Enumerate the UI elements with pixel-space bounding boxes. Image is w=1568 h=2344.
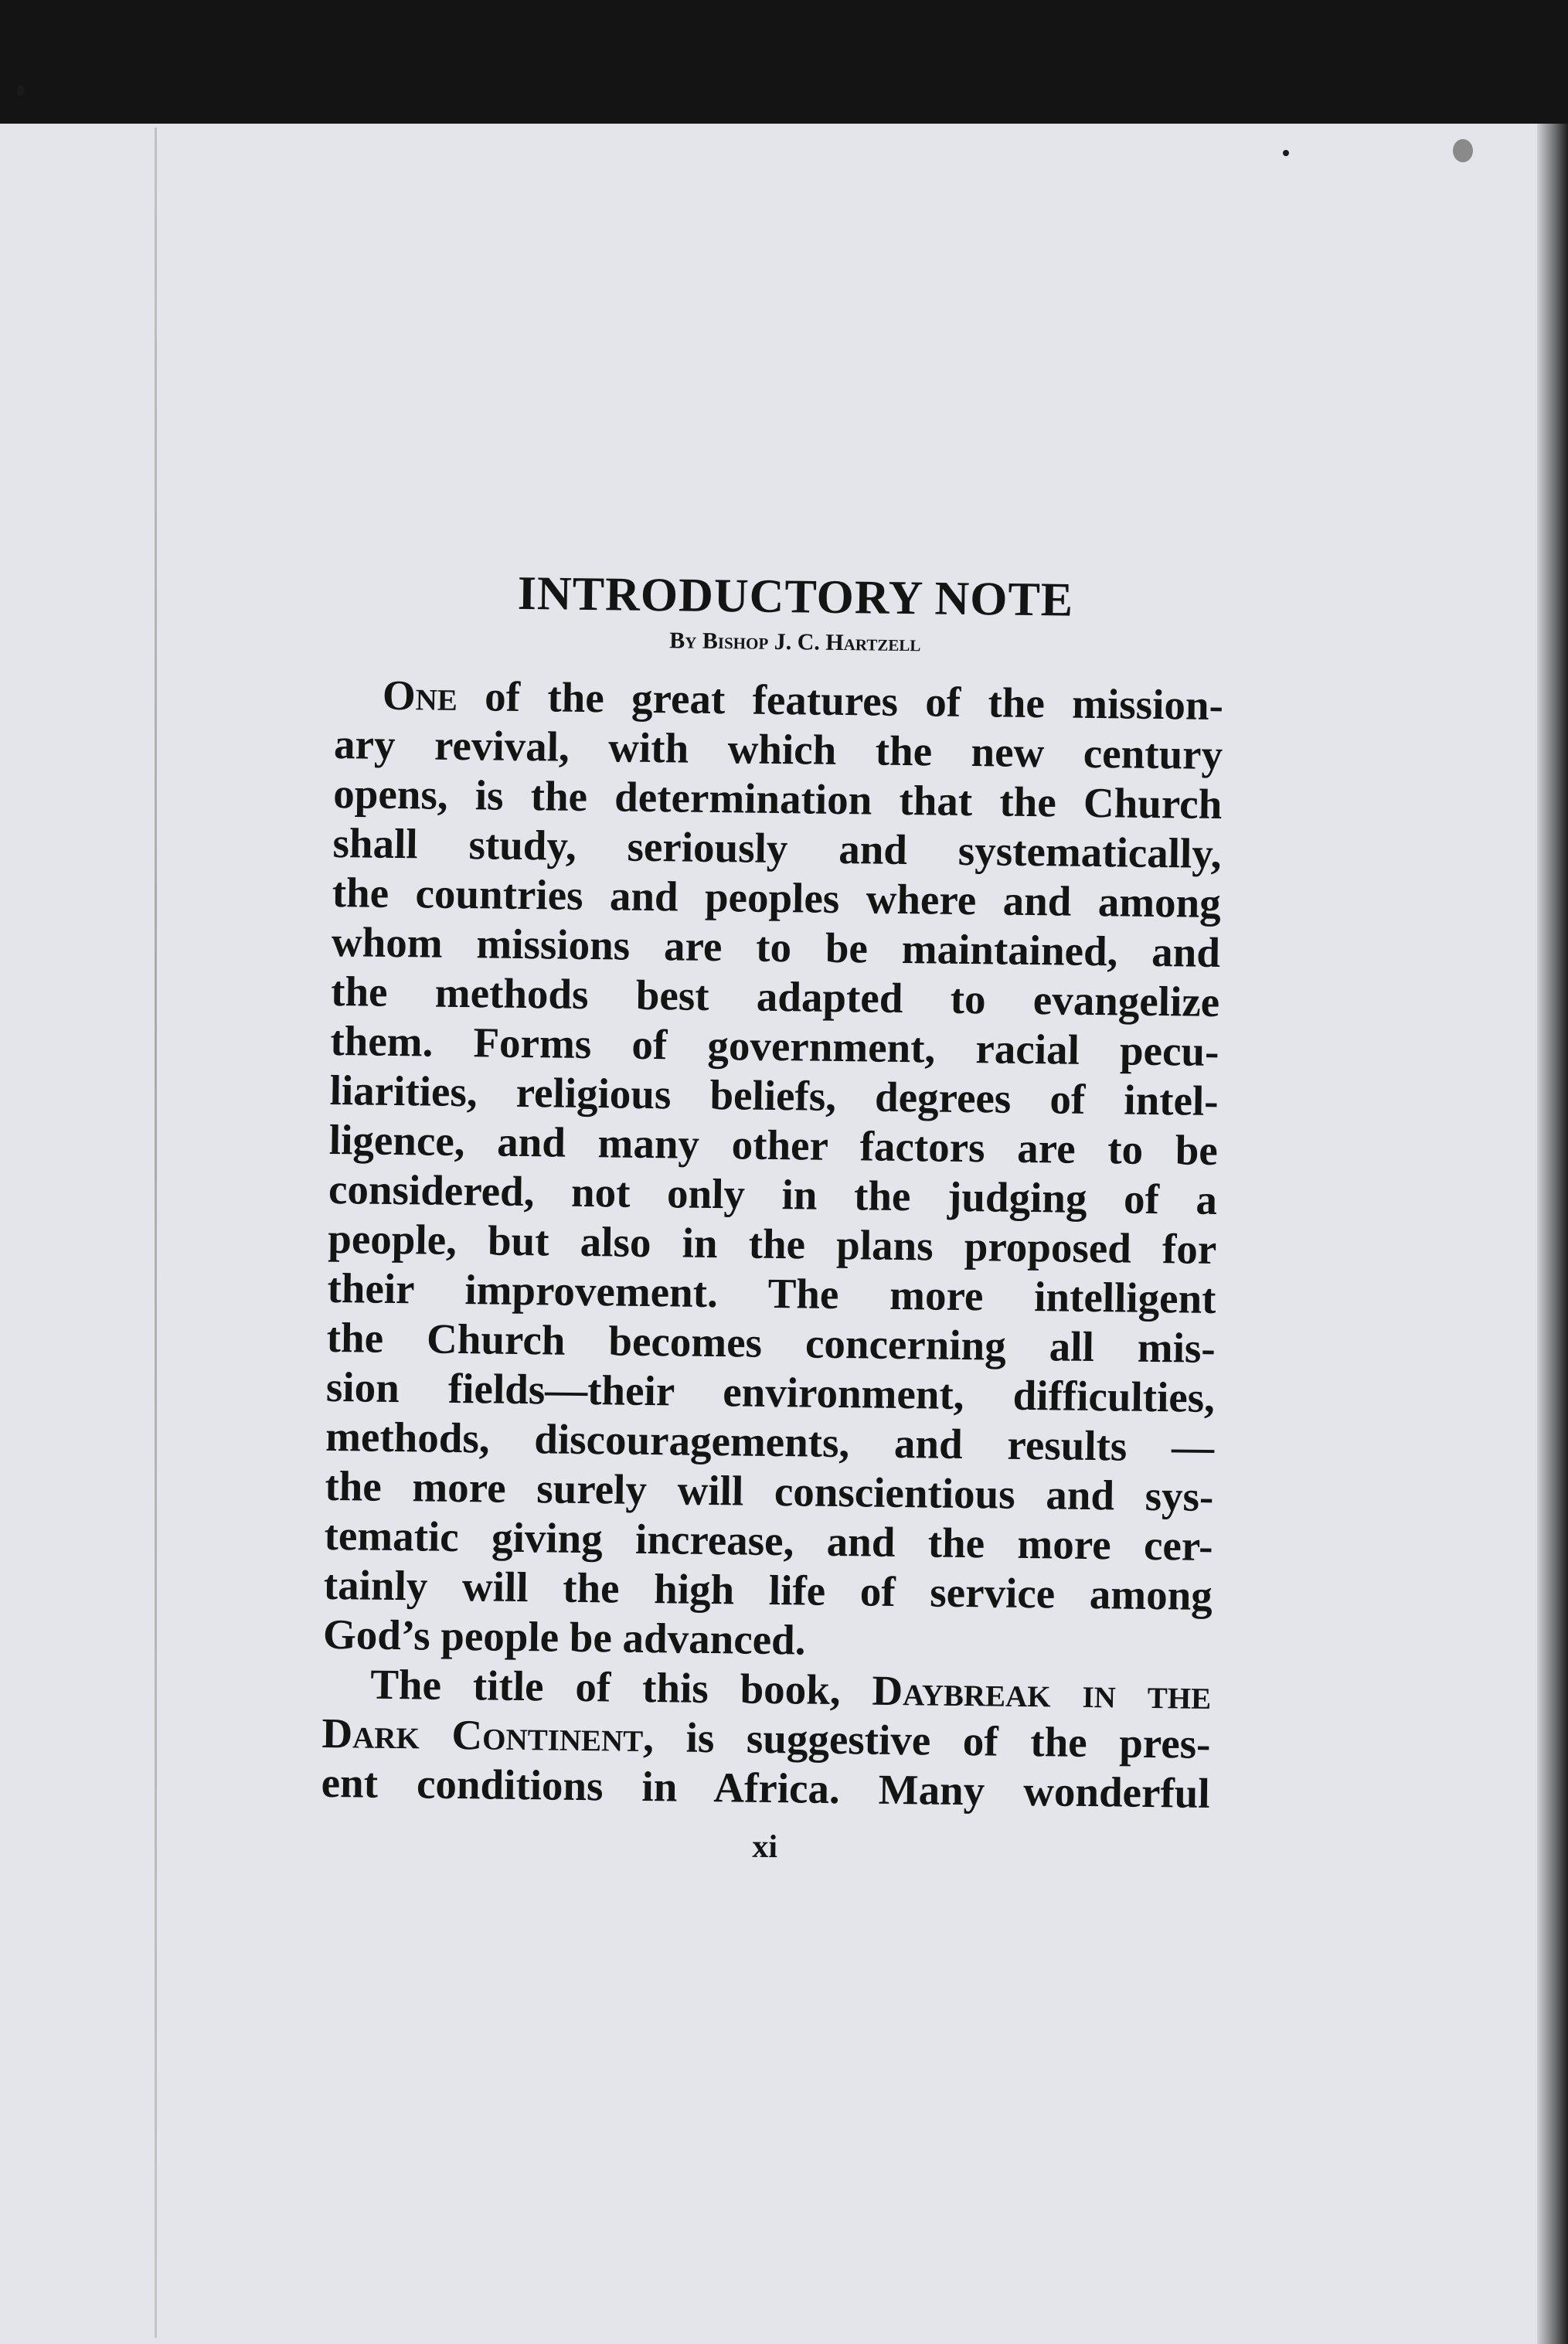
byline: By Bishop J. C. Hartzell bbox=[669, 628, 921, 657]
drop-word-small-caps: One bbox=[382, 671, 458, 720]
speck bbox=[17, 85, 25, 96]
text-run: liarities, religious beliefs, degrees of intel- bbox=[329, 1066, 1219, 1124]
text-run: methods, discouragements, and results — bbox=[325, 1412, 1215, 1471]
page-number: xi bbox=[752, 1829, 778, 1866]
text-run: The title of this book, bbox=[369, 1660, 872, 1714]
text-run: the more surely will conscientious and sys- bbox=[325, 1461, 1214, 1520]
text-run: people, but also in the plans proposed for bbox=[327, 1214, 1217, 1273]
text-run: the Church becomes concerning all mis- bbox=[326, 1313, 1216, 1372]
page-edge-shadow bbox=[1537, 124, 1568, 2344]
text-block bbox=[321, 564, 1225, 1871]
text-run: of the great features of the mission- bbox=[457, 672, 1224, 730]
paragraph-1 bbox=[323, 670, 1224, 1670]
page-title: INTRODUCTORY NOTE bbox=[517, 566, 1074, 627]
text-run: ligence, and many other factors are to be bbox=[328, 1115, 1219, 1174]
text-run: , is suggestive of the pres- bbox=[642, 1713, 1211, 1767]
paragraph-line: ent conditions in Africa. Many wonderful bbox=[321, 1758, 1211, 1817]
text-run: whom missions are to be maintained, and bbox=[331, 917, 1221, 977]
text-run: the methods best adapted to evangelize bbox=[330, 967, 1220, 1026]
speck bbox=[1283, 150, 1289, 156]
speck bbox=[1453, 139, 1473, 162]
text-run: considered, not only in the judging of a bbox=[328, 1165, 1218, 1223]
text-run: them. Forms of government, racial pecu- bbox=[330, 1016, 1219, 1076]
text-run: God’s people be advanced. bbox=[322, 1610, 806, 1664]
text-run: their improvement. The more intelligent bbox=[327, 1264, 1216, 1322]
text-run: tainly will the high life of service among bbox=[323, 1560, 1213, 1619]
text-run: tematic giving increase, and the more cer- bbox=[324, 1511, 1213, 1570]
text-run: the countries and peoples where and among bbox=[332, 868, 1222, 927]
text-run: sion fields—their environment, difficulties, bbox=[325, 1363, 1216, 1421]
text-run: ary revival, with which the new century bbox=[333, 720, 1223, 779]
book-title-small-caps: Daybreak in the bbox=[872, 1666, 1212, 1718]
gutter-line bbox=[155, 128, 157, 2338]
paragraph-2 bbox=[321, 1659, 1211, 1818]
text-run: shall study, seriously and systematically, bbox=[332, 818, 1222, 878]
text-run: opens, is the determination that the Church bbox=[333, 769, 1223, 828]
book-title-small-caps: Dark Continent bbox=[321, 1709, 644, 1761]
